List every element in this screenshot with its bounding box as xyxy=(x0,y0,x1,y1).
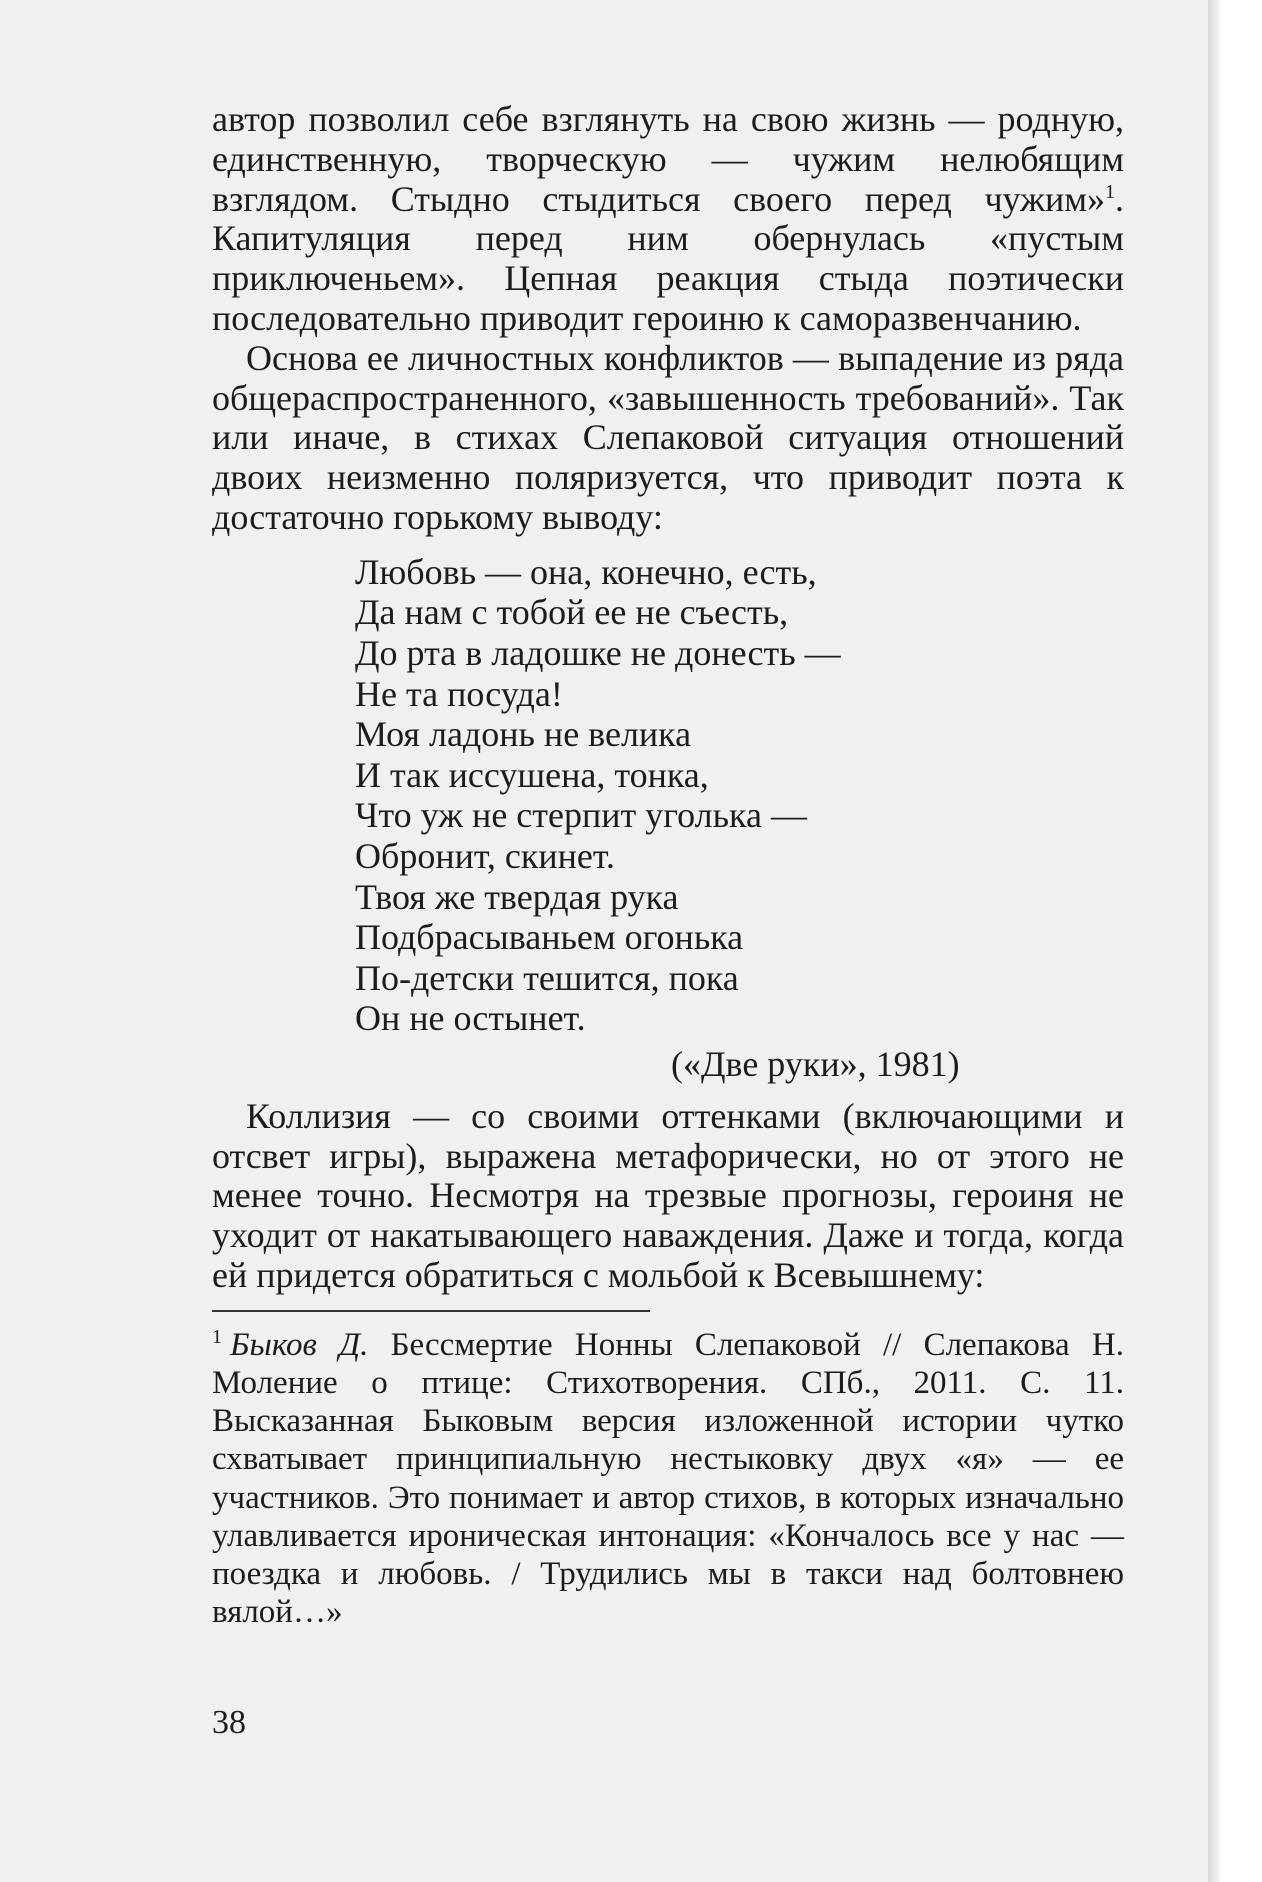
footnote xyxy=(212,1326,1124,1632)
paragraph-1-text: автор позволил себе взглянуть на свою жизнь — родную, единственную, творческую — чужим нелюбящим взглядом. Стыдно стыдиться своего перед чужим» xyxy=(212,99,1124,219)
footnote-text: Бессмертие Нонны Слепаковой // Слепакова Н. Моление о птице: Стихотворения. СПб., 2011. С. 11. Высказанная Быковым версия изложенной истории чутко схватывает принципиальную нестыковку двух «я» — ее участников. Это понимает и автор стихов, в которых изначально улавливается ироническая интонация: «Кончалось все у нас — поездка и любовь. / Трудились мы в такси над болтовнею вялой…» xyxy=(212,1326,1124,1631)
poem-line: Что уж не стерпит уголька — xyxy=(355,795,807,836)
footnote-mark: 1 xyxy=(212,1325,222,1348)
footnote-author: Быков Д. xyxy=(230,1326,369,1363)
paragraph-3: Коллизия — со своими оттенками (включающими и отсвет игры), выражена метафорически, но от этого не менее точно. Несмотря на трезвые прогнозы, героиня не уходит от накатывающего наваждения. Даже и тогда, когда ей придется обратиться с мольбой к Всевышнему: xyxy=(212,1095,1124,1296)
paragraph-1 xyxy=(212,100,1124,339)
footnote-reference: 1 xyxy=(1105,180,1115,203)
poem-line: По-детски тешится, пока xyxy=(355,957,739,998)
text-block xyxy=(212,100,1124,1632)
poem-line: До рта в ладошке не донесть — xyxy=(355,632,841,673)
poem xyxy=(355,552,1124,1085)
poem-line: Твоя же твердая рука xyxy=(355,876,679,917)
paragraph-2: Основа ее личностных конфликтов — выпадение из ряда общераспространенного, «завышенность требований». Так или иначе, в стихах Слепаковой ситуация отношений двоих неизменно поляризуется, что приводит поэта к достаточно горькому выводу: xyxy=(212,337,1124,537)
poem-line: Да нам с тобой ее не съесть, xyxy=(355,592,789,633)
poem-line: И так иссушена, тонка, xyxy=(355,754,709,795)
poem-line: Он не остынет. xyxy=(355,998,586,1039)
page-number: 38 xyxy=(212,1704,246,1741)
footnote-divider xyxy=(212,1310,650,1312)
page-edge-shadow xyxy=(1208,0,1220,1882)
poem-line: Любовь — она, конечно, есть, xyxy=(355,551,817,592)
poem-line: Моя ладонь не велика xyxy=(355,714,692,755)
poem-line: Подбрасываньем огонька xyxy=(355,917,744,958)
poem-line: Обронит, скинет. xyxy=(355,835,615,876)
poem-line: Не та посуда! xyxy=(355,673,563,714)
poem-attribution: («Две руки», 1981) xyxy=(671,1043,960,1084)
paragraph-1-text-after: . Капитуляция перед ним обернулась «пустым приключеньем». Цепная реакция стыда поэтически последовательно приводит героиню к саморазвенчанию. xyxy=(212,178,1124,338)
